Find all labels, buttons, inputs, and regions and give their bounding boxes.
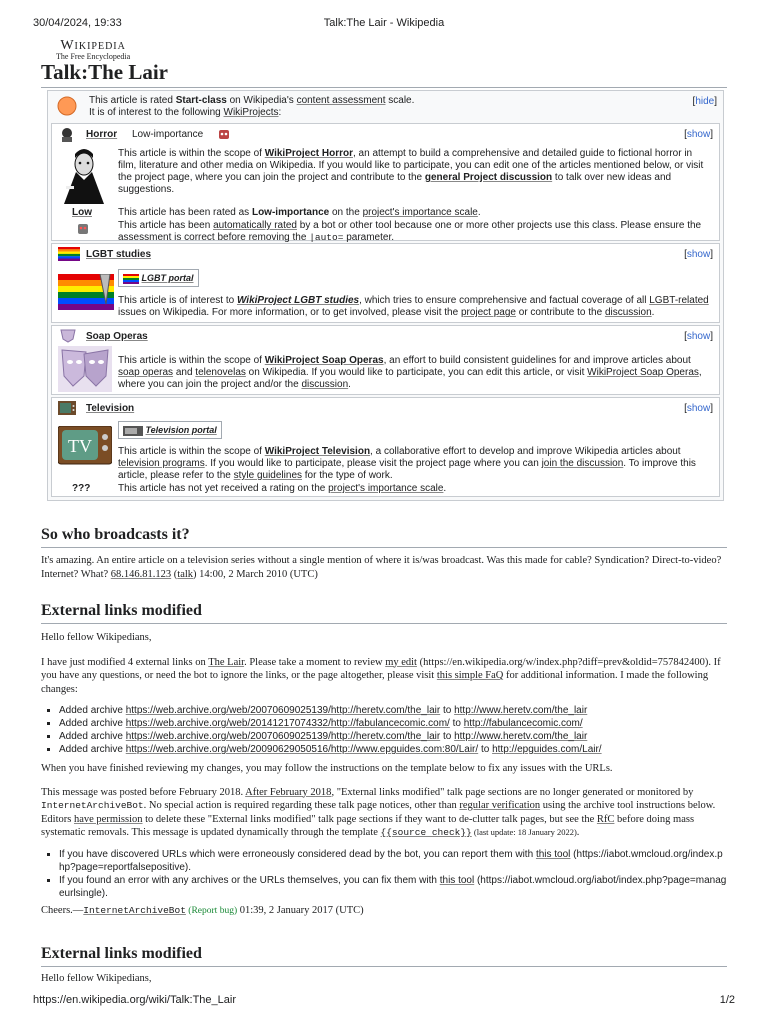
soap-discussion-link[interactable]: discussion — [301, 379, 349, 390]
television-portal-box[interactable] — [118, 421, 222, 439]
horror-mask-icon — [59, 127, 75, 143]
wikipedia-logo[interactable] — [56, 38, 130, 61]
soap-scope-text: This article is within the scope of WikiProject Soap Operas, an effort to build consistent guidelines for and improve articles about soap operas and telenovelas on Wikipedia. If you would like to participate, you can edit this article, or visit WikiProject Soap Operas, where you can join the project and/or the discussion. — [118, 355, 702, 390]
tv-importance-scale-link[interactable]: project's importance scale — [328, 483, 444, 494]
wikiproject-horror-box — [51, 123, 720, 241]
television-portal-link[interactable]: Television portal — [145, 425, 217, 435]
hide-link[interactable]: hide — [695, 96, 715, 107]
horror-autorated-text: This article has been automatically rated by a bot or other tool because one or more other projects use this class. Please ensure the assessment is correct before removing the |auto= parameter. — [118, 220, 702, 243]
soap-show-toggle[interactable]: [show] — [684, 331, 713, 342]
tv-show-link[interactable]: show — [686, 403, 711, 414]
rating-class: Start-class — [175, 95, 227, 106]
wikiproject-banner-shell — [47, 90, 724, 501]
banner-rating-row: This article is rated Start-class on Wikipedia's content assessment scale. It is of interest to the following WikiProjects: [hide] — [48, 91, 723, 121]
soap-project-name[interactable]: Soap Operas — [86, 331, 148, 342]
telenovelas-link[interactable]: telenovelas — [195, 367, 246, 378]
lgbt-portal-link[interactable]: LGBT portal — [141, 273, 194, 283]
lgbt-project-page-link[interactable]: project page — [460, 307, 516, 318]
original-link[interactable]: http://fabulancecomic.com/ — [463, 718, 583, 729]
banner-hide-toggle[interactable]: [hide] — [692, 96, 717, 107]
list-item: ▪ Added archive https://web.archive.org/web/20090629050516/http://www.epguides.com:80/Lair/ to http://epguides.com/Lair/ — [59, 743, 727, 756]
original-link[interactable]: http://www.heretv.com/the_lair — [454, 731, 588, 742]
review-instructions: When you have finished reviewing my changes, you may follow the instructions on the template below to fix any issues with the URLs. — [41, 763, 613, 774]
logo-tagline: The Free Encyclopedia — [56, 52, 131, 61]
tool-list — [41, 848, 727, 900]
horror-scope-text: This article is within the scope of WikiProject Horror, an attempt to build a comprehensive and detailed guide to fictional horror in film, literature and other media on Wikipedia. If you would like to participate, you can edit one of the articles mentioned below, or visit the project page, where you can join the project and contribute to the general Project discussion to talk over new ideas and suggestions. — [118, 148, 704, 195]
fix-tool-link[interactable]: this tool — [439, 874, 475, 886]
after-february-2018-link[interactable]: After February 2018 — [245, 786, 332, 798]
lgbt-related-link[interactable]: LGBT-related — [649, 295, 709, 306]
style-guidelines-link[interactable]: style guidelines — [233, 470, 302, 481]
print-url: https://en.wikipedia.org/wiki/Talk:The_Lair — [33, 994, 236, 1006]
print-header — [33, 17, 735, 31]
rainbow-flag-icon — [58, 247, 80, 261]
list-item: ▪ If you have discovered URLs which were erroneously considered dead by the bot, you can report them with this tool (https://iabot.wmcloud.org/index.php?page=reportfalsepositive). — [59, 848, 727, 874]
archive-link[interactable]: https://web.archive.org/web/20090629050516/http://www.epguides.com:80/Lair/ — [125, 744, 479, 755]
original-link[interactable]: http://www.heretv.com/the_lair — [454, 705, 588, 716]
soap-operas-link[interactable]: soap operas — [118, 367, 174, 378]
lgbt-discussion-link[interactable]: discussion — [604, 307, 652, 318]
wikiproject-television-link[interactable]: WikiProject Television — [264, 446, 371, 457]
bot-signature: Cheers.—InternetArchiveBot (Report bug) 01:39, 2 January 2017 (UTC) — [41, 904, 364, 916]
soap-mask-icon — [60, 329, 76, 343]
source-check-template-link[interactable]: {{source check}} — [380, 827, 472, 838]
horror-project-name[interactable]: Horror — [86, 129, 118, 140]
tv-portal-icon — [123, 426, 143, 436]
television-icon — [58, 426, 112, 466]
ip-talk-link[interactable]: talk — [177, 568, 194, 580]
original-link[interactable]: http://epguides.com/Lair/ — [492, 744, 602, 755]
list-item: ▪ Added archive https://web.archive.org/web/20141217074332/http://fabulancecomic.com/ to http://fabulancecomic.com/ — [59, 717, 727, 730]
wikiproject-lgbt-link[interactable]: WikiProject LGBT studies — [236, 295, 360, 306]
rainbow-flag-pen-icon — [58, 274, 114, 310]
wikiproject-television-box — [51, 397, 720, 497]
archive-changes-list — [41, 704, 727, 756]
print-page-title: Talk:The Lair - Wikipedia — [323, 17, 445, 29]
report-bug-link[interactable]: (Report bug) — [185, 905, 238, 916]
title-divider — [41, 87, 727, 88]
content-assessment-link[interactable]: content assessment — [296, 95, 386, 106]
section-external-links-2-body — [41, 972, 727, 986]
general-project-discussion-link[interactable]: general Project discussion — [424, 172, 553, 183]
list-item: ▪ If you found an error with any archives or the URLs themselves, you can fix them with this tool (https://iabot.wmcloud.org/iabot/index.php?page=manageurlsingle). — [59, 874, 727, 900]
lgbt-project-name[interactable]: LGBT studies — [86, 249, 152, 260]
horror-show-toggle[interactable]: [show] — [684, 129, 713, 140]
unknown-importance-label: ??? — [72, 483, 91, 494]
wikiproject-horror-link[interactable]: WikiProject Horror — [264, 148, 353, 159]
start-class-icon — [57, 96, 77, 116]
have-permission-link[interactable]: have permission — [73, 813, 143, 825]
modified-intro: I have just modified 4 external links on The Lair. Please take a moment to review my edit (https://en.wikipedia.org/w/index.php?diff=prev&oldid=757842400). If you have any questions, or need the bot to ignore the links, or the page altogether, please visit this simple FaQ for additional information. I made the following changes: — [41, 656, 721, 695]
logo-wordmark: Wikipedia — [60, 38, 126, 53]
lgbt-portal-box[interactable] — [118, 269, 199, 287]
dracula-icon — [58, 146, 110, 204]
automatically-rated-link[interactable]: automatically rated — [213, 220, 297, 231]
lgbt-scope-text: This article is of interest to WikiProject LGBT studies, which tries to ensure comprehensive and factual coverage of all LGBT-related issues on Wikipedia. For more information, or to get involved, please visit the project page or contribute to the discussion. — [118, 295, 709, 318]
horror-show-link[interactable]: show — [686, 129, 711, 140]
tv-small-icon — [58, 401, 76, 415]
television-programs-link[interactable]: television programs — [118, 458, 205, 469]
posted-before-notice: This message was posted before February 2018. After February 2018, "External links modified" talk page sections are no longer generated or monitored by InternetArchiveBot. No special action is required regarding these talk page notices, other than regular verification using the archive tool instructions below. Editors have permission to delete these "External links modified" talk page sections if they want to de-clutter talk pages, but see the RfC before doing mass systematic removals. This message is updated dynamically through the template {{source check}} (last update: 18 January 2022). — [41, 786, 716, 838]
section-heading-external-links-2: External links modified — [41, 945, 727, 967]
tv-scope-text: This article is within the scope of WikiProject Television, a collaborative effort to develop and improve Wikipedia articles about television programs. If you would like to participate, please visit the project page where you can join the discussion. To improve this article, please refer to the style guidelines for the type of work. — [118, 446, 696, 481]
soap-show-link[interactable]: show — [686, 331, 711, 342]
archive-link[interactable]: https://web.archive.org/web/20070609025139/http://heretv.com/the_lair — [125, 705, 441, 716]
simple-faq-link[interactable]: this simple FaQ — [436, 670, 504, 681]
section-broadcasts-text: It's amazing. An entire article on a television series without a single mention of where it is/was broadcast. Was this made for cable? Syndication? Direct-to-video? Internet? What? 68.146.81.123 (talk) 14:00, 2 March 2010 (UTC) — [41, 555, 722, 580]
wikiproject-soap-link-2[interactable]: WikiProject Soap Operas — [587, 367, 699, 378]
list-item: ▪ Added archive https://web.archive.org/web/20070609025139/http://heretv.com/the_lair to http://www.heretv.com/the_lair — [59, 730, 727, 743]
theatre-masks-icon — [58, 346, 112, 392]
archive-link[interactable]: https://web.archive.org/web/20141217074332/http://fabulancecomic.com/ — [125, 718, 450, 729]
print-page-number: 1/2 — [719, 994, 735, 1006]
internetarchivebot-code: InternetArchiveBot — [41, 800, 144, 811]
robot-icon — [77, 223, 89, 235]
print-datetime: 30/04/2024, 19:33 — [33, 17, 122, 29]
wikiproject-lgbt-box — [51, 243, 720, 323]
bot-icon — [218, 128, 230, 140]
tv-show-toggle[interactable]: [show] — [684, 403, 713, 414]
rfc-link[interactable]: RfC — [596, 813, 615, 825]
lgbt-show-link[interactable]: show — [686, 249, 711, 260]
wikiproject-soap-link[interactable]: WikiProject Soap Operas — [264, 355, 384, 366]
svg-text:TV: TV — [68, 436, 92, 456]
my-edit-link[interactable]: my edit — [385, 656, 417, 668]
lgbt-show-toggle[interactable]: [show] — [684, 249, 713, 260]
greeting: Hello fellow Wikipedians, — [41, 973, 152, 984]
wikiproject-soap-box — [51, 325, 720, 395]
tv-project-name[interactable]: Television — [86, 403, 135, 414]
low-importance-label[interactable]: Low — [72, 207, 92, 218]
horror-importance-text: This article has been rated as Low-importance on the project's importance scale. — [118, 207, 481, 218]
archive-link[interactable]: https://web.archive.org/web/20070609025139/http://heretv.com/the_lair — [125, 731, 441, 742]
section-external-links-1-body — [41, 631, 727, 918]
section-heading-external-links-1: External links modified — [41, 602, 727, 624]
report-tool-link[interactable]: this tool — [535, 848, 571, 860]
the-lair-link[interactable]: The Lair — [208, 656, 245, 668]
join-the-discussion-link[interactable]: join the discussion — [541, 458, 624, 469]
print-footer — [33, 994, 735, 1008]
ip-user-link[interactable]: 68.146.81.123 — [110, 568, 172, 580]
horror-importance: Low-importance — [132, 129, 204, 140]
regular-verification-link[interactable]: regular verification — [459, 800, 541, 811]
list-item: ▪ Added archive https://web.archive.org/web/20070609025139/http://heretv.com/the_lair to http://www.heretv.com/the_lair — [59, 704, 727, 717]
greeting: Hello fellow Wikipedians, — [41, 632, 152, 643]
page-title: Talk:The Lair — [41, 60, 169, 84]
lgbt-portal-flag-icon — [123, 274, 139, 284]
wikiprojects-link[interactable]: WikiProjects — [223, 107, 279, 118]
internetarchivebot-link[interactable]: InternetArchiveBot — [83, 904, 186, 916]
horror-importance-scale-link[interactable]: project's importance scale — [362, 207, 478, 218]
tv-importance-text: This article has not yet received a rating on the project's importance scale. — [118, 483, 447, 494]
section-heading-broadcasts: So who broadcasts it? — [41, 526, 727, 548]
